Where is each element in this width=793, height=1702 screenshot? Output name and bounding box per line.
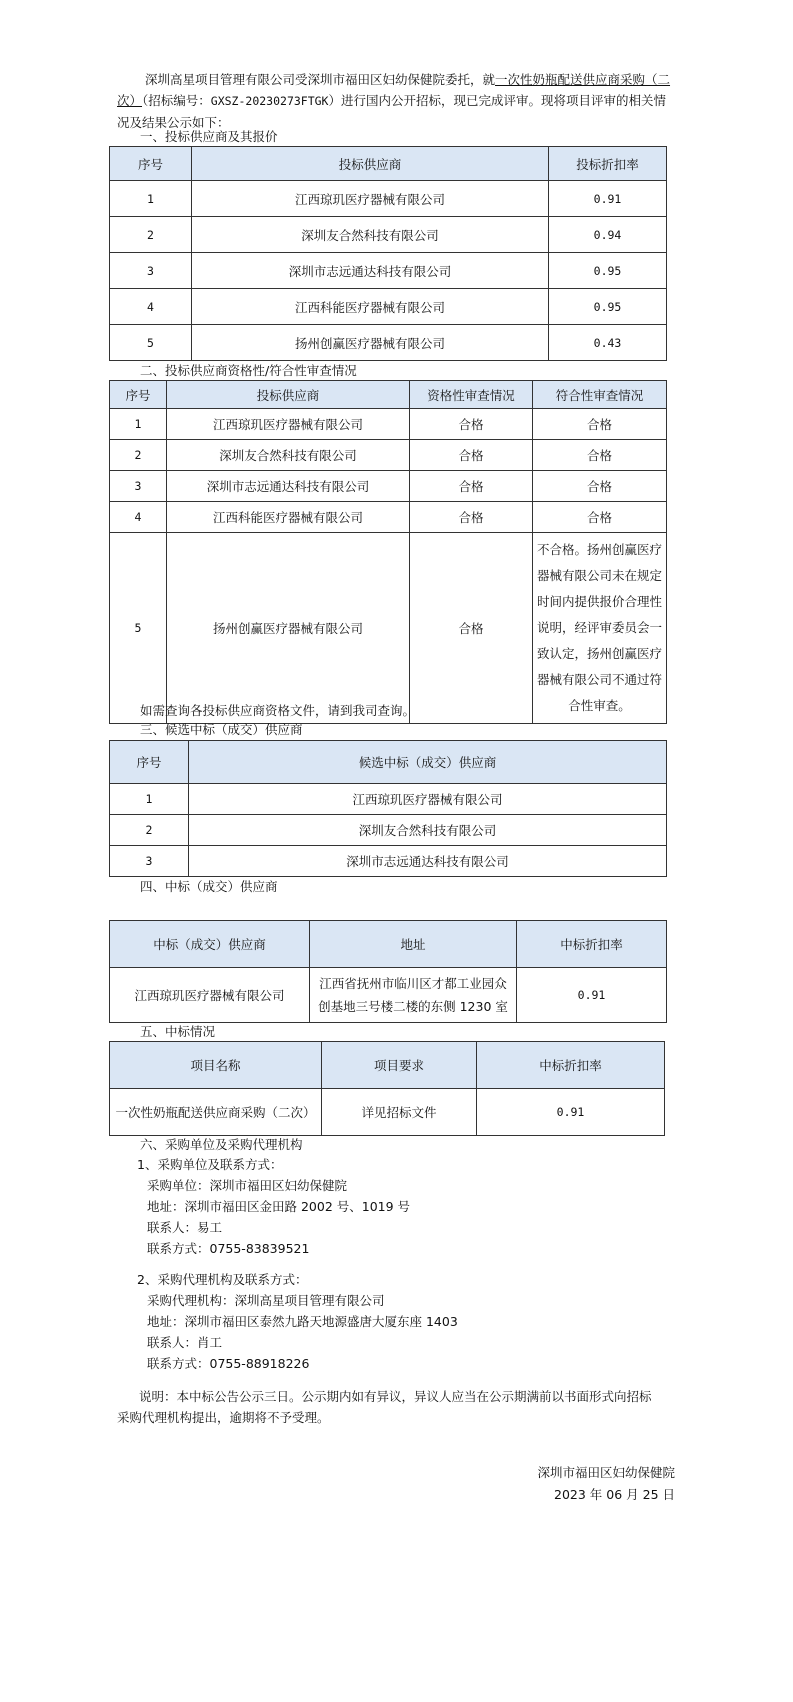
col-header-no: 序号 [110, 381, 167, 409]
section3-heading: 三、候选中标（成交）供应商 [140, 722, 303, 737]
cell-qualification: 合格 [410, 502, 533, 533]
col-header-bidder: 投标供应商 [167, 381, 410, 409]
purchaser-address: 地址：深圳市福田区金田路 2002 号、1019 号 [147, 1199, 411, 1214]
table-row [110, 784, 667, 815]
purchaser-phone: 联系方式：0755-83839521 [147, 1241, 310, 1256]
cell-no: 1 [110, 409, 167, 440]
cell-compliance: 合格 [533, 440, 667, 471]
col-header-discount: 中标折扣率 [517, 921, 667, 968]
col-header-requirement: 项目要求 [322, 1042, 477, 1089]
agent-phone: 联系方式：0755-88918226 [147, 1356, 310, 1371]
intro-project-name: 一次性奶瓶配送供应商采购（二次） [117, 72, 671, 108]
cell-discount: 0.95 [549, 289, 667, 325]
cell-no: 3 [110, 846, 189, 877]
cell-no: 3 [110, 471, 167, 502]
section2-heading: 二、投标供应商资格性/符合性审查情况 [140, 363, 357, 378]
agent-info [147, 1290, 667, 1374]
cell-address: 江西省抚州市临川区才都工业园众创基地三号楼二楼的东侧 1230 室 [310, 968, 517, 1023]
table-row [110, 1089, 665, 1136]
cell-bidder: 深圳市志远通达科技有限公司 [192, 253, 549, 289]
table-row [110, 502, 667, 533]
col-header-address: 地址 [310, 921, 517, 968]
table-row [110, 409, 667, 440]
col-header-winner: 中标（成交）供应商 [110, 921, 310, 968]
purchaser-info [147, 1175, 667, 1259]
section1-heading: 一、投标供应商及其报价 [140, 129, 278, 144]
purchaser-title: 1、采购单位及联系方式： [137, 1157, 283, 1172]
cell-candidate: 深圳友合然科技有限公司 [189, 815, 667, 846]
cell-candidate: 深圳市志远通达科技有限公司 [189, 846, 667, 877]
signature-date: 2023 年 06 月 25 日 [554, 1487, 675, 1502]
cell-bidder: 扬州创赢医疗器械有限公司 [167, 533, 410, 724]
cell-qualification: 合格 [410, 409, 533, 440]
cell-compliance: 合格 [533, 409, 667, 440]
signature-org: 深圳市福田区妇幼保健院 [537, 1465, 675, 1480]
qualification-table [109, 380, 667, 724]
cell-candidate: 江西琼玑医疗器械有限公司 [189, 784, 667, 815]
table-row [110, 968, 667, 1023]
intro-part3: ）进行国内公开招标，现已完成评审。现将项目评审的相关情况及结果公示如下： [117, 93, 666, 130]
col-header-discount: 中标折扣率 [477, 1042, 665, 1089]
cell-bidder: 江西科能医疗器械有限公司 [192, 289, 549, 325]
table-row [110, 181, 667, 217]
table-row [110, 471, 667, 502]
cell-qualification: 合格 [410, 471, 533, 502]
award-table [109, 1041, 665, 1136]
cell-compliance: 合格 [533, 502, 667, 533]
cell-bidder: 深圳市志远通达科技有限公司 [167, 471, 410, 502]
col-header-discount: 投标折扣率 [549, 147, 667, 181]
section5-heading: 五、中标情况 [140, 1024, 216, 1039]
cell-winner: 江西琼玑医疗器械有限公司 [110, 968, 310, 1023]
cell-bidder: 江西琼玑医疗器械有限公司 [192, 181, 549, 217]
table-row [110, 846, 667, 877]
cell-no: 5 [110, 325, 192, 361]
cell-no: 5 [110, 533, 167, 724]
intro-paragraph [117, 69, 677, 133]
cell-requirement: 详见招标文件 [322, 1089, 477, 1136]
cell-discount: 0.95 [549, 253, 667, 289]
cell-no: 1 [110, 784, 189, 815]
cell-discount: 0.91 [517, 968, 667, 1023]
cell-no: 2 [110, 815, 189, 846]
agent-contact-person: 联系人：肖工 [147, 1335, 223, 1350]
cell-qualification: 合格 [410, 440, 533, 471]
table-row [110, 289, 667, 325]
table-row [110, 440, 667, 471]
cell-discount: 0.43 [549, 325, 667, 361]
cell-bidder: 扬州创赢医疗器械有限公司 [192, 325, 549, 361]
table-row [110, 533, 667, 724]
table-row [110, 325, 667, 361]
winner-table [109, 920, 667, 1023]
col-header-no: 序号 [110, 741, 189, 784]
cell-compliance-failed: 不合格。扬州创赢医疗器械有限公司未在规定时间内提供报价合理性说明，经评审委员会一致认定，扬州创赢医疗器械有限公司不通过符合性审查。 [533, 533, 667, 724]
cell-bidder: 江西科能医疗器械有限公司 [167, 502, 410, 533]
table-row [110, 253, 667, 289]
table-row [110, 217, 667, 253]
objection-note: 说明：本中标公告公示三日。公示期内如有异议，异议人应当在公示期满前以书面形式向招标采购代理机构提出，逾期将不予受理。 [117, 1389, 652, 1425]
cell-bidder: 江西琼玑医疗器械有限公司 [167, 409, 410, 440]
cell-no: 3 [110, 253, 192, 289]
cell-compliance: 合格 [533, 471, 667, 502]
agent-title: 2、采购代理机构及联系方式： [137, 1272, 308, 1287]
col-header-no: 序号 [110, 147, 192, 181]
col-header-compliance: 符合性审查情况 [533, 381, 667, 409]
cell-discount: 0.91 [549, 181, 667, 217]
intro-tender-code: GXSZ-20230273FTGK [210, 94, 329, 108]
section6-heading: 六、采购单位及采购代理机构 [140, 1137, 303, 1152]
col-header-bidder: 投标供应商 [192, 147, 549, 181]
col-header-candidate: 候选中标（成交）供应商 [189, 741, 667, 784]
section2-note: 如需查询各投标供应商资格文件，请到我司查询。 [140, 703, 416, 718]
purchaser-name: 采购单位：深圳市福田区妇幼保健院 [147, 1178, 348, 1193]
intro-part1: 深圳高星项目管理有限公司受深圳市福田区妇幼保健院委托，就 [145, 72, 496, 87]
table-row [110, 815, 667, 846]
col-header-project-name: 项目名称 [110, 1042, 322, 1089]
cell-discount: 0.94 [549, 217, 667, 253]
intro-part2: （招标编号： [142, 93, 211, 108]
cell-no: 4 [110, 289, 192, 325]
cell-qualification: 合格 [410, 533, 533, 724]
cell-no: 2 [110, 440, 167, 471]
section4-heading: 四、中标（成交）供应商 [140, 879, 278, 894]
col-header-qualification: 资格性审查情况 [410, 381, 533, 409]
cell-bidder: 深圳友合然科技有限公司 [167, 440, 410, 471]
candidates-table [109, 740, 667, 877]
purchaser-contact-person: 联系人：易工 [147, 1220, 223, 1235]
bidders-table [109, 146, 667, 361]
cell-project-name: 一次性奶瓶配送供应商采购（二次） [110, 1089, 322, 1136]
cell-no: 1 [110, 181, 192, 217]
agent-address: 地址：深圳市福田区泰然九路天地源盛唐大厦东座 1403 [147, 1314, 458, 1329]
cell-no: 2 [110, 217, 192, 253]
cell-no: 4 [110, 502, 167, 533]
cell-bidder: 深圳友合然科技有限公司 [192, 217, 549, 253]
agent-name: 采购代理机构：深圳高星项目管理有限公司 [147, 1293, 385, 1308]
cell-discount: 0.91 [477, 1089, 665, 1136]
